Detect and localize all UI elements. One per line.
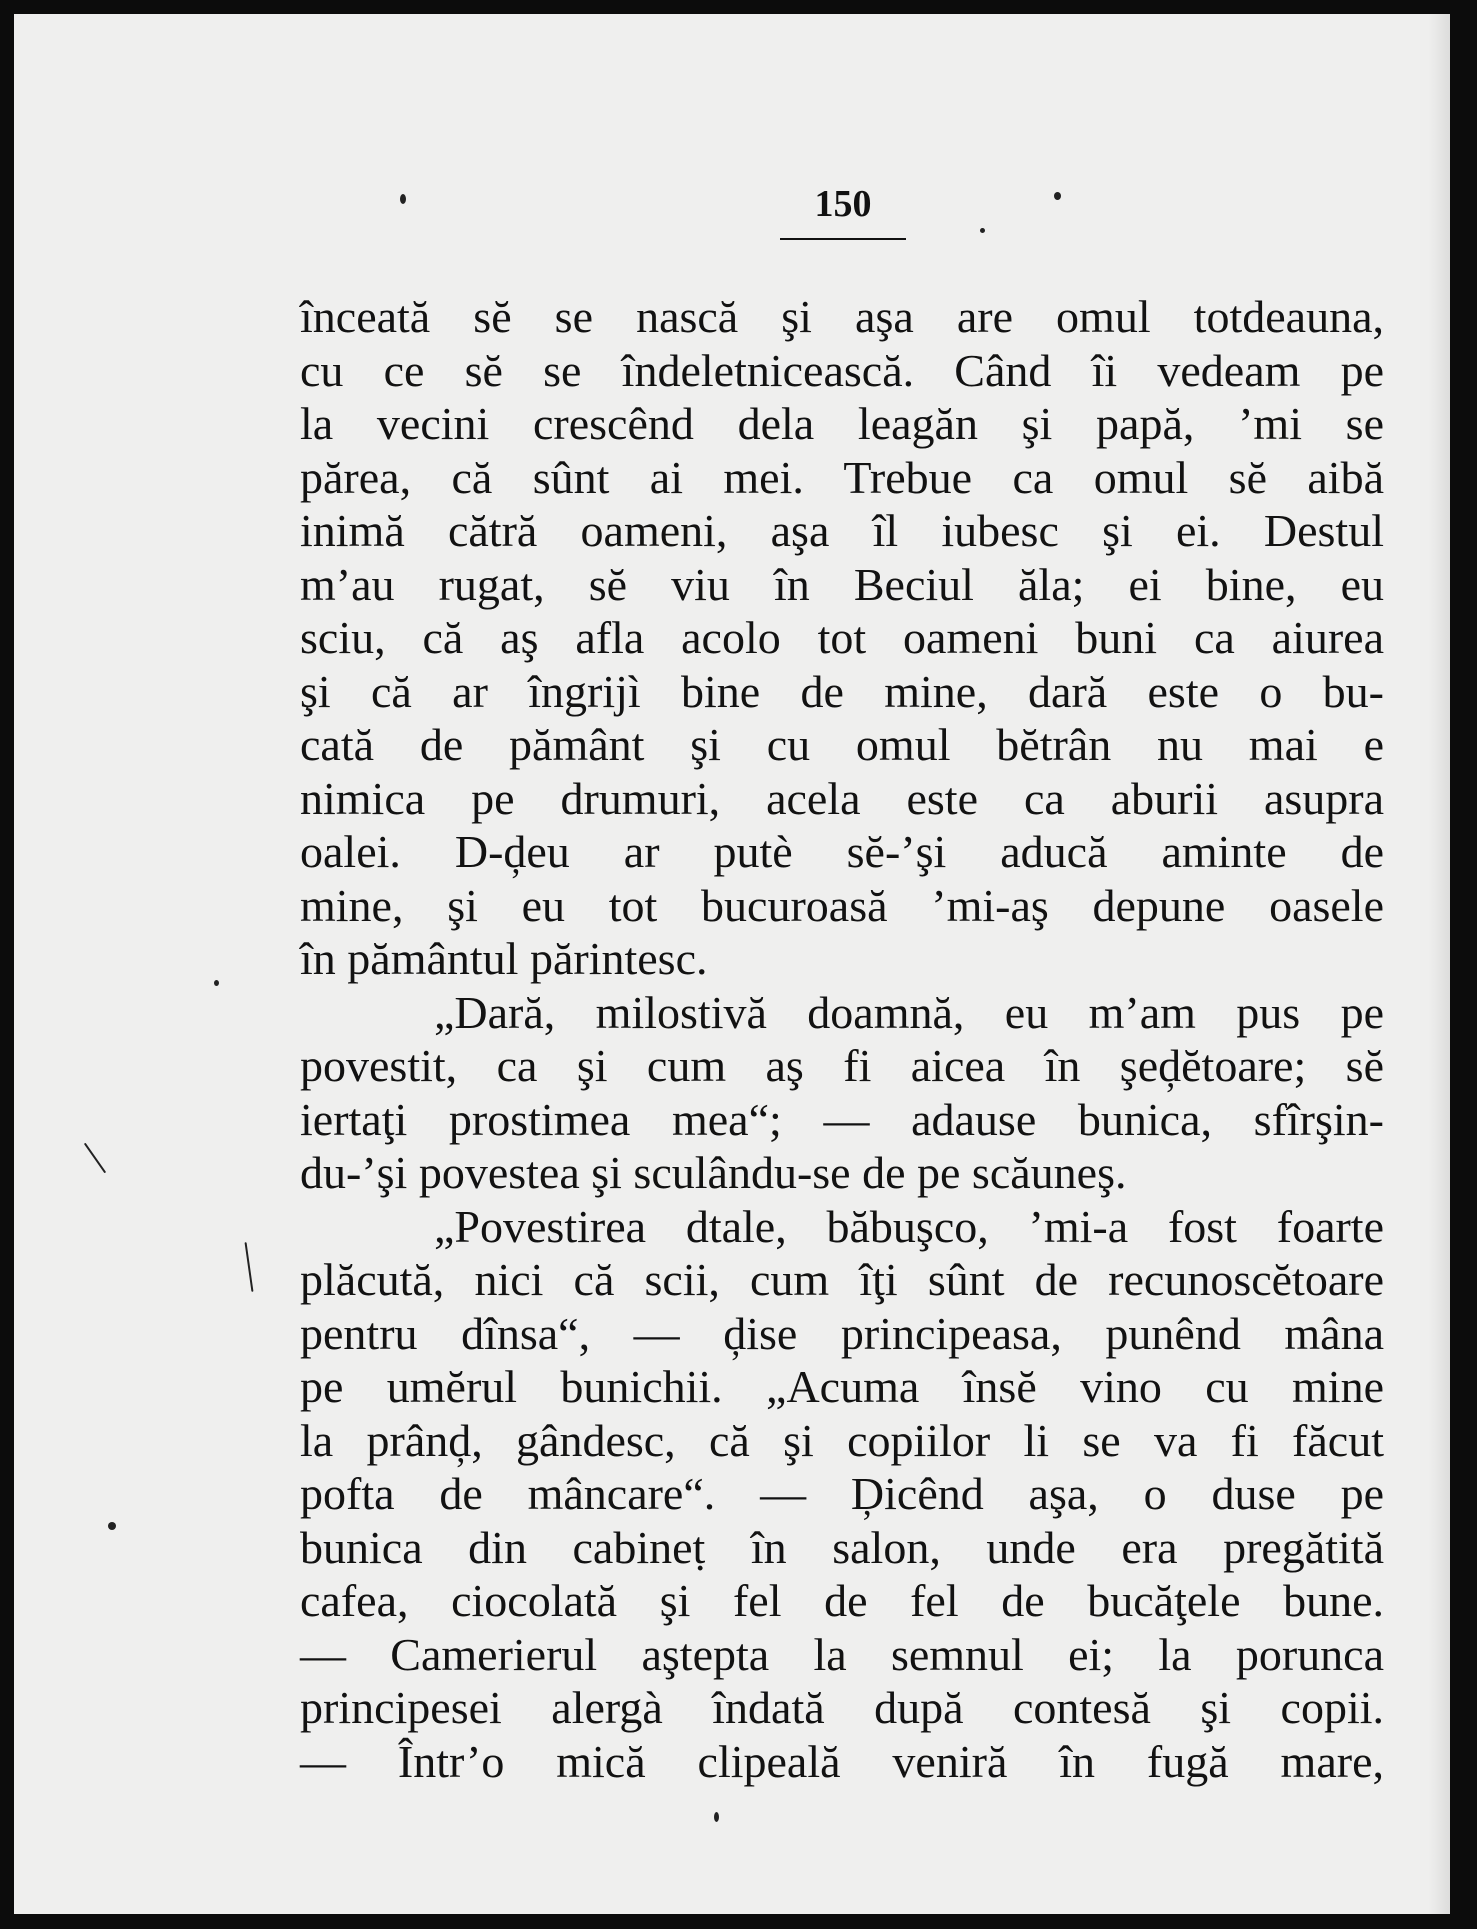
text-line: „Dară, milostivă doamnă, eu m’am pus pe [434,986,1384,1038]
text-line: la vecini crescênd dela leagăn şi papă, ’mi se [300,398,1384,449]
text-line: cafea, ciocolată şi fel de fel de bucăţele bune. [300,1575,1384,1626]
text-line: inimă cătră oameni, aşa îl iubesc şi ei. Destul [300,505,1384,556]
text-line: principesei alergà îndată după contesă şi copii. [300,1682,1384,1733]
text-line: în pământul părintesc. [300,933,708,984]
text-line: sciu, că aş afla acolo tot oameni buni ca aiurea [300,612,1384,663]
text-line: — Camerierul aştepta la semnul ei; la porunca [300,1628,1384,1680]
text-line: pentru dînsa“, — ḑise principeasa, punênd mâna [300,1307,1384,1359]
scan-speck [400,194,406,204]
page-number-rule [780,238,906,240]
text-line: înceată sĕ se nască şi aşa are omul totdeauna, [300,291,1384,342]
text-line: pofta de mâncare“. — Ḑicênd aşa, o duse pe [300,1468,1384,1519]
text-line: bunica din cabineṭ în salon, unde era pregătită [300,1521,1384,1573]
scan-speck [980,228,985,233]
text-line: povestit, ca şi cum aş fi aicea în şeḑĕtoare; sĕ [300,1040,1384,1091]
scan-speck [108,1522,116,1530]
text-line: cu ce sĕ se îndeletnicească. Când îi vedeam pe [300,344,1384,396]
text-line: iertaţi prostimea mea“; — adause bunica, sfîrşin- [300,1093,1384,1145]
book-page [14,14,1450,1914]
text-line: părea, că sûnt ai mei. Trebue ca omul sĕ aibă [300,451,1384,503]
scan-speck [1054,192,1061,200]
text-line: oalei. D-ḑeu ar putè sĕ-’şi aducă aminte de [300,826,1384,877]
scan-speck [214,980,219,986]
scan-speck [84,1143,106,1174]
text-line: m’au rugat, sĕ viu în Beciul ăla; ei bine, eu [300,558,1384,610]
text-line: mine, şi eu tot bucuroasă ’mi-aş depune oasele [300,879,1384,931]
scan-speck [714,1812,719,1822]
text-line: cată de pământ şi cu omul bĕtrân nu mai e [300,719,1384,770]
text-line: du-’şi povestea şi sculându-se de pe scăuneş. [300,1147,1127,1198]
text-line: — Într’o mică clipeală veniră în fugă mare, [300,1735,1384,1787]
body-text [300,290,1384,1788]
text-line: pe umĕrul bunichii. „Acuma însĕ vino cu mine [300,1361,1384,1412]
page-number: 150 [814,183,872,225]
text-line: nimica pe drumuri, acela este ca aburii asupra [300,772,1384,824]
text-line: la prânḑ, gândesc, că şi copiilor li se va fi făcut [300,1414,1384,1466]
text-line: „Povestirea dtale, băbuşco, ’mi-a fost foarte [434,1200,1384,1252]
page-edge-shadow [1428,14,1450,1914]
text-line: plăcută, nici că scii, cum îţi sûnt de recunoscĕtoare [300,1254,1384,1305]
text-line: şi că ar îngrijì bine de mine, dară este o bu- [300,665,1384,717]
scan-speck [245,1242,254,1292]
